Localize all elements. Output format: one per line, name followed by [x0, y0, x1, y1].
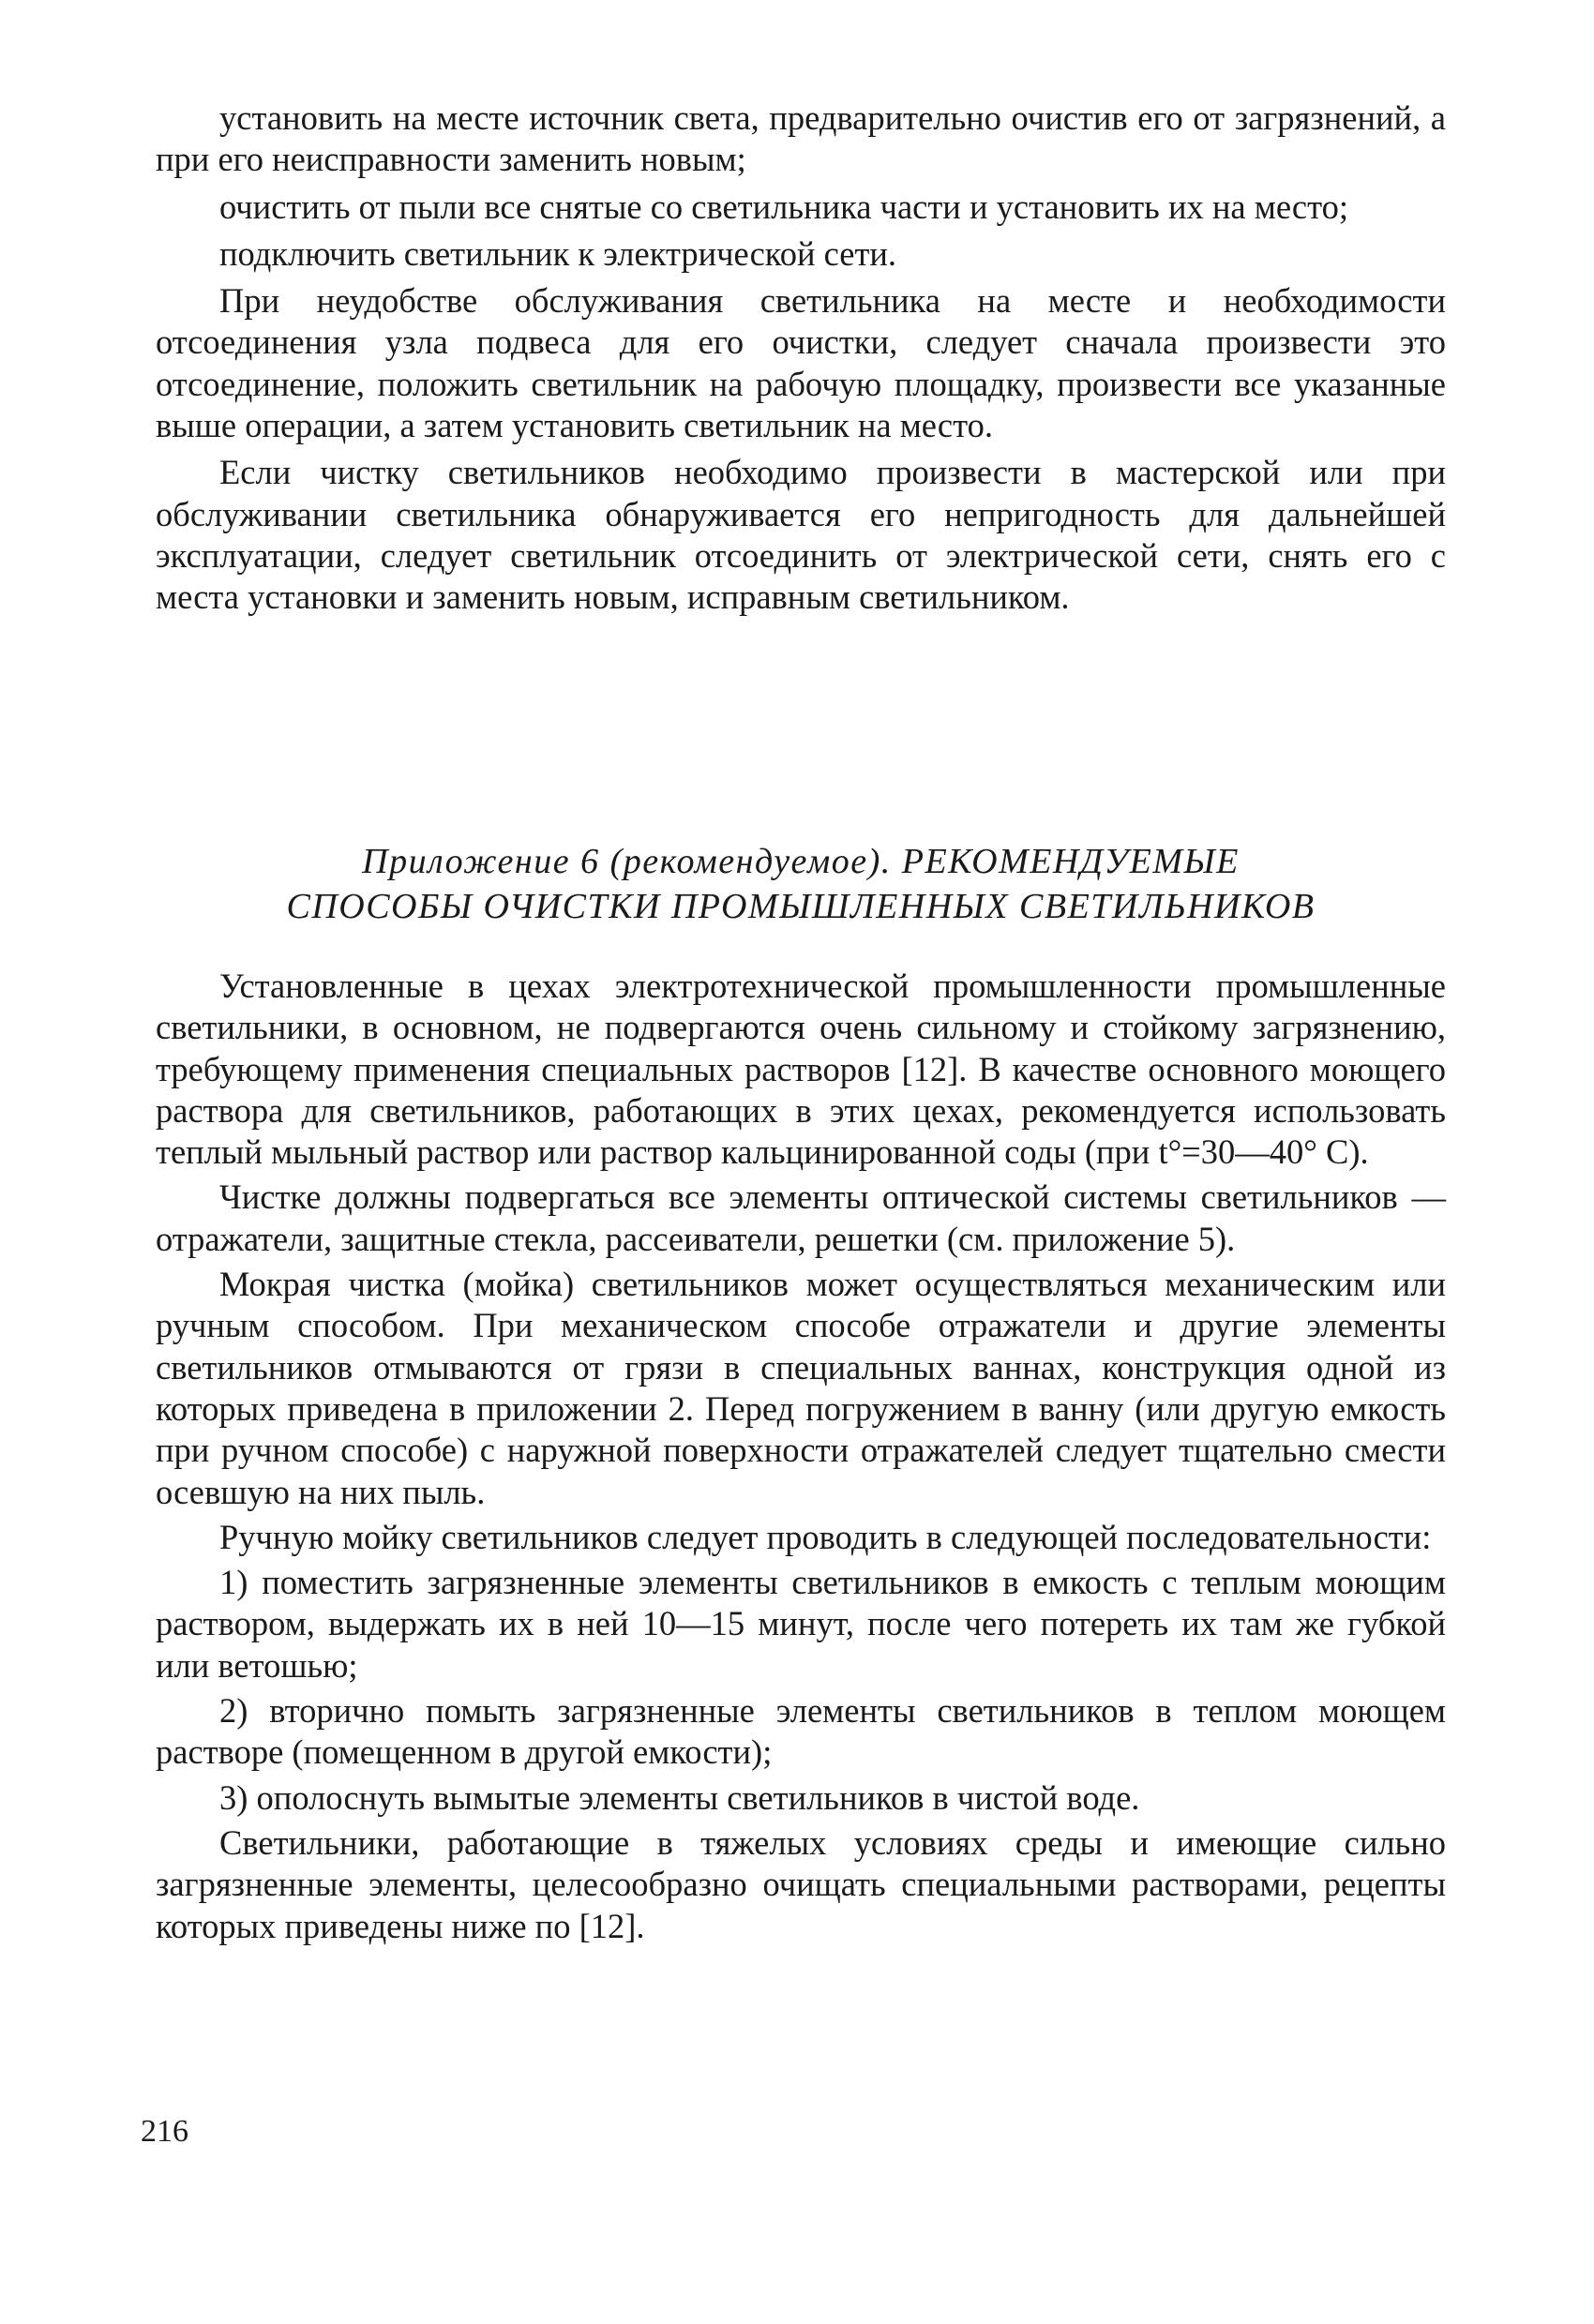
appendix-heading-line-1: Приложение 6 (рекомендуемое). РЕКОМЕНДУЕМЫЕ: [362, 842, 1240, 881]
paragraph: Мокрая чистка (мойка) светильников может осуществляться механическим или ручным способом. При механическом способе отражатели и другие элементы светильников отмываются от грязи в специальных ваннах, конструкция одной из которых приведена в приложении 2. Перед погружением в ванну (или другую емкость при ручном способе) с наружной поверхности отражателей следует тщательно смести осевшую на них пыль.: [156, 1265, 1446, 1511]
paragraph: Светильники, работающие в тяжелых условиях среды и имеющие сильно загрязненные элементы, целесообразно очищать специальными растворами, рецепты которых приведены ниже по [12].: [156, 1822, 1446, 1945]
list-item: 3) ополоснуть вымытые элементы светильников в чистой воде.: [219, 1777, 1140, 1817]
appendix-heading: [156, 839, 1446, 929]
paragraph: очистить от пыли все снятые со светильника части и установить их на место;: [219, 187, 1348, 226]
paragraph: Ручную мойку светильников следует проводить в следующей последовательности:: [219, 1517, 1432, 1556]
list-item: 1) поместить загрязненные элементы светильников в емкость с теплым моющим раствором, выдержать их в ней 10—15 минут, после чего потереть их там же губкой или ветошью;: [156, 1563, 1446, 1685]
paragraph: установить на месте источник света, предварительно очистив его от загрязнений, а при его неисправности заменить новым;: [156, 98, 1446, 179]
paragraph: При неудобстве обслуживания светильника на месте и необходимости отсоединения узла подвеса для его очистки, следует сначала произвести это отсоединение, положить светильник на рабочую площадку, произвести все указанные выше операции, а затем установить светильник на место.: [156, 281, 1446, 445]
top-text-section: [156, 97, 1446, 619]
paragraph: Если чистку светильников необходимо произвести в мастерской или при обслуживании светильника обнаруживается его непригодность для дальнейшей эксплуатации, следует светильник отсоединить от электрической сети, снять его с места установки и заменить новым, исправным светильником.: [156, 453, 1446, 617]
appendix-heading-line-2: СПОСОБЫ ОЧИСТКИ ПРОМЫШЛЕННЫХ СВЕТИЛЬНИКОВ: [286, 887, 1316, 926]
main-text-section: [156, 966, 1446, 1951]
paragraph: Установленные в цехах электротехнической промышленности промышленные светильники, в основном, не подвергаются очень сильному и стойкому загрязнению, требующему применения специальных растворов [12]. В качестве основного моющего раствора для светильников, работающих в этих цехах, рекомендуется использовать теплый мыльный раствор или раствор кальцинированной соды (при t°=30—40° С).: [156, 967, 1446, 1172]
list-item: 2) вторично помыть загрязненные элементы светильников в теплом моющем растворе (помещенном в другой емкости);: [156, 1691, 1446, 1772]
page-number: 216: [141, 2114, 188, 2149]
paragraph: Чистке должны подвергаться все элементы оптической системы светильников — отражатели, защитные стекла, рассеиватели, решетки (см. приложение 5).: [156, 1177, 1446, 1258]
paragraph: подключить светильник к электрической сети.: [219, 233, 897, 273]
